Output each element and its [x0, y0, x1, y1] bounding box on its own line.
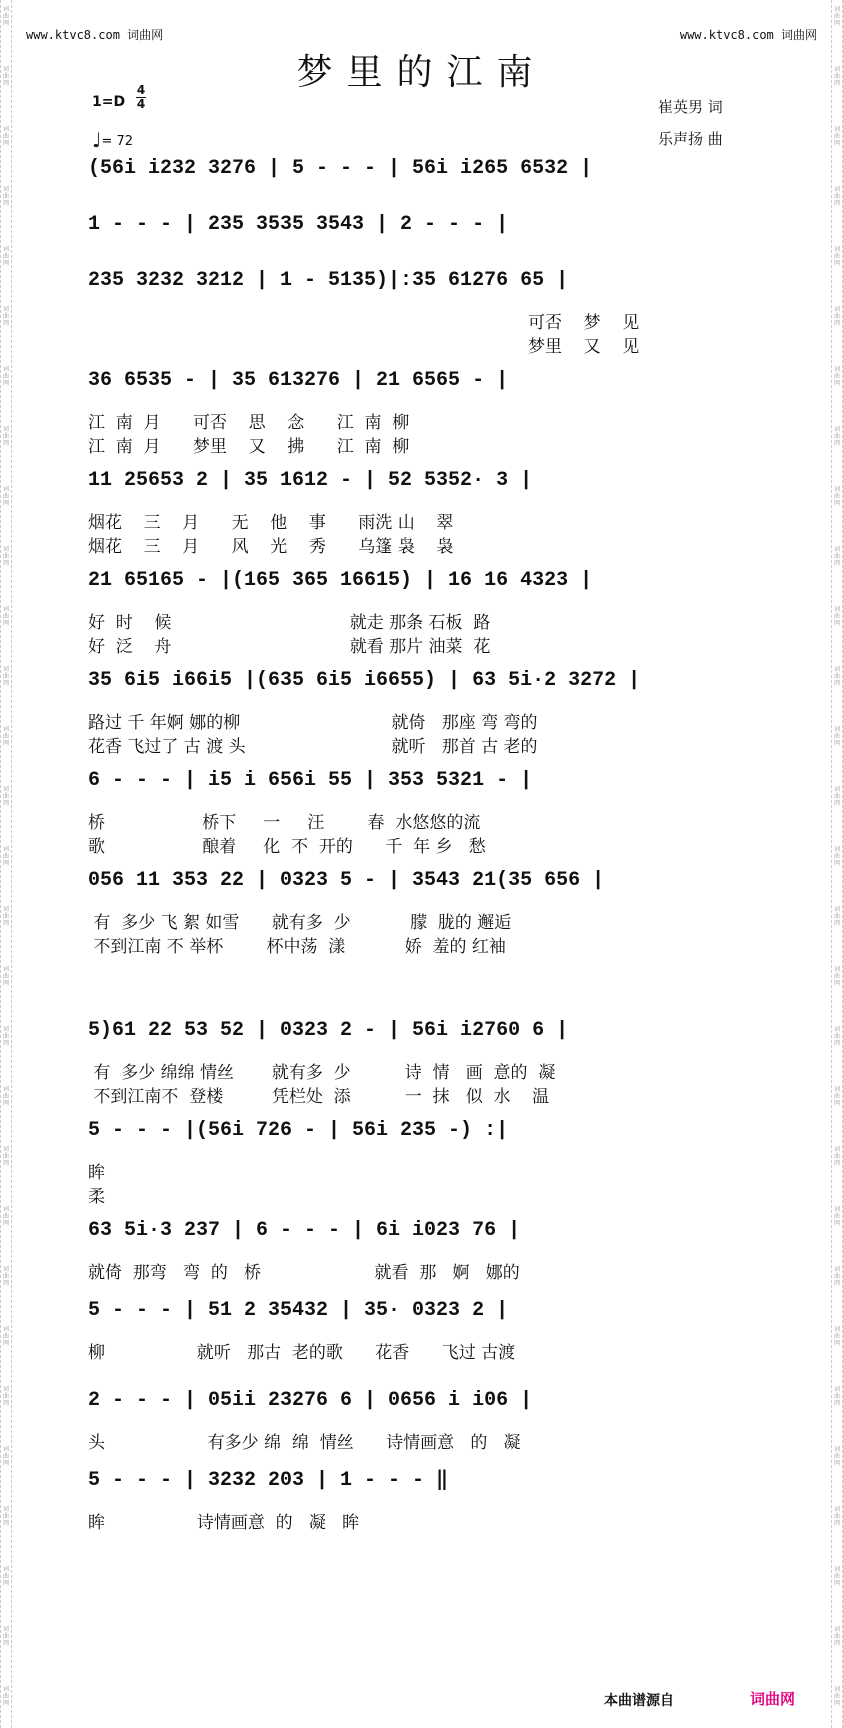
watermark-text: 词 曲 网	[833, 966, 840, 987]
watermark-text: 词 曲 网	[833, 1026, 840, 1047]
watermark-text: 词 曲 网	[2, 366, 9, 387]
watermark-text: 词 曲 网	[2, 846, 9, 867]
watermark-text: 词 曲 网	[833, 306, 840, 327]
lyric-line-1: 烟花 三 月 无 他 事 雨洗 山 翠	[88, 513, 454, 533]
notation-line: 235 3232 3212 | 1 - 5135)|:35 61276 65 |	[88, 269, 569, 292]
watermark-text: 词 曲 网	[833, 1086, 840, 1107]
lyric-line-1: 江 南 月 可否 思 念 江 南 柳	[88, 413, 410, 433]
watermark-text: 词 曲 网	[833, 606, 840, 627]
watermark-text: 词 曲 网	[2, 306, 9, 327]
notation-line: 1 - - - | 235 3535 3543 | 2 - - - |	[88, 213, 509, 236]
watermark-text: 词 曲 网	[2, 1266, 9, 1287]
lyric-line-1: 眸 诗情画意 的 凝 眸	[88, 1513, 360, 1533]
notation-line: 2 - - - | 05ii 23276 6 | 0656 i i06 |	[88, 1389, 533, 1412]
watermark-text: 词 曲 网	[833, 1446, 840, 1467]
watermark-text: 词 曲 网	[2, 1146, 9, 1167]
right-watermark-strip	[831, 0, 843, 1728]
watermark-text: 词 曲 网	[833, 1146, 840, 1167]
watermark-text: 词 曲 网	[833, 366, 840, 387]
lyric-line-2: 花香 飞过了 古 渡 头 就听 那首 古 老的	[88, 737, 538, 757]
watermark-text: 词 曲 网	[2, 1626, 9, 1647]
lyric-line-2: 不到江南 不 举杯 杯中荡 漾 娇 羞的 红袖	[88, 937, 506, 957]
watermark-text: 词 曲 网	[2, 1686, 9, 1707]
watermark-text: 词 曲 网	[833, 186, 840, 207]
lyric-line-2: 好 泛 舟 就看 那片 油菜 花	[88, 637, 491, 657]
lyric-line-1: 桥 桥下 一 汪 春 水悠悠的流	[88, 813, 481, 833]
lyric-line-1: 可否 梦 见	[528, 313, 640, 333]
watermark-text: 词 曲 网	[833, 1326, 840, 1347]
notation-line: 11 25653 2 | 35 1612 - | 52 5352· 3 |	[88, 469, 533, 492]
notation-line: 36 6535 - | 35 613276 | 21 6565 - |	[88, 369, 509, 392]
watermark-text: 词 曲 网	[2, 1086, 9, 1107]
watermark-text: 词 曲 网	[2, 186, 9, 207]
watermark-text: 词 曲 网	[833, 6, 840, 27]
watermark-text: 词 曲 网	[2, 486, 9, 507]
watermark-text: 词 曲 网	[833, 1266, 840, 1287]
lyric-line-2: 不到江南不 登楼 凭栏处 添 一 抹 似 水 温	[88, 1087, 550, 1107]
watermark-text: 词 曲 网	[2, 6, 9, 27]
watermark-text: 词 曲 网	[833, 1206, 840, 1227]
watermark-text: 词 曲 网	[833, 726, 840, 747]
watermark-text: 词 曲 网	[833, 1566, 840, 1587]
lyric-line-2: 江 南 月 梦里 又 拂 江 南 柳	[88, 437, 410, 457]
watermark-text: 词 曲 网	[2, 1446, 9, 1467]
left-watermark-strip	[0, 0, 12, 1728]
watermark-text: 词 曲 网	[2, 1026, 9, 1047]
tempo-value: = 72	[101, 134, 134, 149]
watermark-text: 词 曲 网	[833, 1626, 840, 1647]
watermark-text: 词 曲 网	[833, 1386, 840, 1407]
watermark-text: 词 曲 网	[2, 606, 9, 627]
lyric-line-1: 好 时 候 就走 那条 石板 路	[88, 613, 491, 633]
lyric-line-2: 梦里 又 见	[528, 337, 640, 357]
notation-line: 21 65165 - |(165 365 16615) | 16 16 4323 |	[88, 569, 593, 592]
time-signature-top: 4	[136, 83, 146, 97]
lyric-line-1: 路过 千 年婀 娜的柳 就倚 那座 弯 弯的	[88, 713, 538, 733]
notation-line: 6 - - - | i5 i 656i 55 | 353 5321 - |	[88, 769, 533, 792]
site-tag-left[interactable]: www.ktvc8.com 词曲网	[26, 28, 164, 42]
watermark-text: 词 曲 网	[2, 966, 9, 987]
watermark-text: 词 曲 网	[2, 786, 9, 807]
notation-line: 5 - - - | 3232 203 | 1 - - - ‖	[88, 1469, 449, 1492]
watermark-text: 词 曲 网	[833, 1686, 840, 1707]
watermark-text: 词 曲 网	[2, 1206, 9, 1227]
lyric-line-2: 歌 酿着 化 不 开的 千 年 乡 愁	[88, 837, 486, 857]
notation-line: (56i i232 3276 | 5 - - - | 56i i265 6532 |	[88, 157, 593, 180]
time-signature-bottom: 4	[136, 97, 146, 111]
notation-line: 35 6i5 i66i5 |(635 6i5 i6655) | 63 5i·2 3272 |	[88, 669, 641, 692]
lyric-line-1: 眸	[88, 1163, 105, 1183]
watermark-text: 词 曲 网	[833, 546, 840, 567]
watermark-text: 词 曲 网	[2, 1386, 9, 1407]
site-tag-right[interactable]: www.ktvc8.com 词曲网	[679, 28, 817, 42]
watermark-text: 词 曲 网	[2, 1326, 9, 1347]
lyric-line-1: 就倚 那弯 弯 的 桥 就看 那 婀 娜的	[88, 1263, 520, 1283]
lyric-line-2: 烟花 三 月 风 光 秀 乌篷 袅 袅	[88, 537, 454, 557]
lyric-line-1: 有 多少 绵绵 情丝 就有多 少 诗 情 画 意的 凝	[88, 1063, 556, 1083]
watermark-text: 词 曲 网	[833, 786, 840, 807]
watermark-text: 词 曲 网	[833, 126, 840, 147]
watermark-text: 词 曲 网	[833, 1506, 840, 1527]
key-signature: 1=D	[92, 94, 126, 110]
lyric-line-1: 有 多少 飞 絮 如雪 就有多 少 朦 胧的 邂逅	[88, 913, 512, 933]
watermark-text: 词 曲 网	[2, 1506, 9, 1527]
notation-line: 5)61 22 53 52 | 0323 2 - | 56i i2760 6 |	[88, 1019, 569, 1042]
quarter-note-icon: ♩	[92, 128, 102, 152]
watermark-text: 词 曲 网	[833, 66, 840, 87]
watermark-text: 词 曲 网	[833, 906, 840, 927]
watermark-text: 词 曲 网	[2, 426, 9, 447]
notation-line: 5 - - - | 51 2 35432 | 35· 0323 2 |	[88, 1299, 509, 1322]
source-note: 本曲谱源自	[604, 1693, 674, 1709]
time-signature	[136, 84, 146, 111]
watermark-text: 词 曲 网	[833, 246, 840, 267]
lyric-line-1: 柳 就听 那古 老的歌 花香 飞过 古渡	[88, 1343, 516, 1363]
watermark-text: 词 曲 网	[833, 486, 840, 507]
watermark-text: 词 曲 网	[2, 546, 9, 567]
watermark-text: 词 曲 网	[833, 666, 840, 687]
composer-credit: 乐声扬 曲	[658, 130, 723, 148]
watermark-text: 词 曲 网	[2, 666, 9, 687]
notation-line: 63 5i·3 237 | 6 - - - | 6i i023 76 |	[88, 1219, 521, 1242]
watermark-text: 词 曲 网	[2, 726, 9, 747]
lyric-line-1: 头 有多少 绵 绵 情丝 诗情画意 的 凝	[88, 1433, 521, 1453]
notation-line: 056 11 353 22 | 0323 5 - | 3543 21(35 656 |	[88, 869, 605, 892]
lyric-line-2: 柔	[88, 1187, 105, 1207]
song-title: 梦里的江南	[296, 52, 547, 93]
watermark-text: 词 曲 网	[833, 426, 840, 447]
watermark-text: 词 曲 网	[2, 66, 9, 87]
watermark-text: 词 曲 网	[833, 846, 840, 867]
watermark-text: 词 曲 网	[2, 126, 9, 147]
notation-line: 5 - - - |(56i 726 - | 56i 235 -) :|	[88, 1119, 509, 1142]
watermark-text: 词 曲 网	[2, 906, 9, 927]
source-brand-link[interactable]: 词曲网	[750, 1690, 796, 1708]
watermark-text: 词 曲 网	[2, 1566, 9, 1587]
lyricist-credit: 崔英男 词	[658, 98, 723, 116]
watermark-text: 词 曲 网	[2, 246, 9, 267]
